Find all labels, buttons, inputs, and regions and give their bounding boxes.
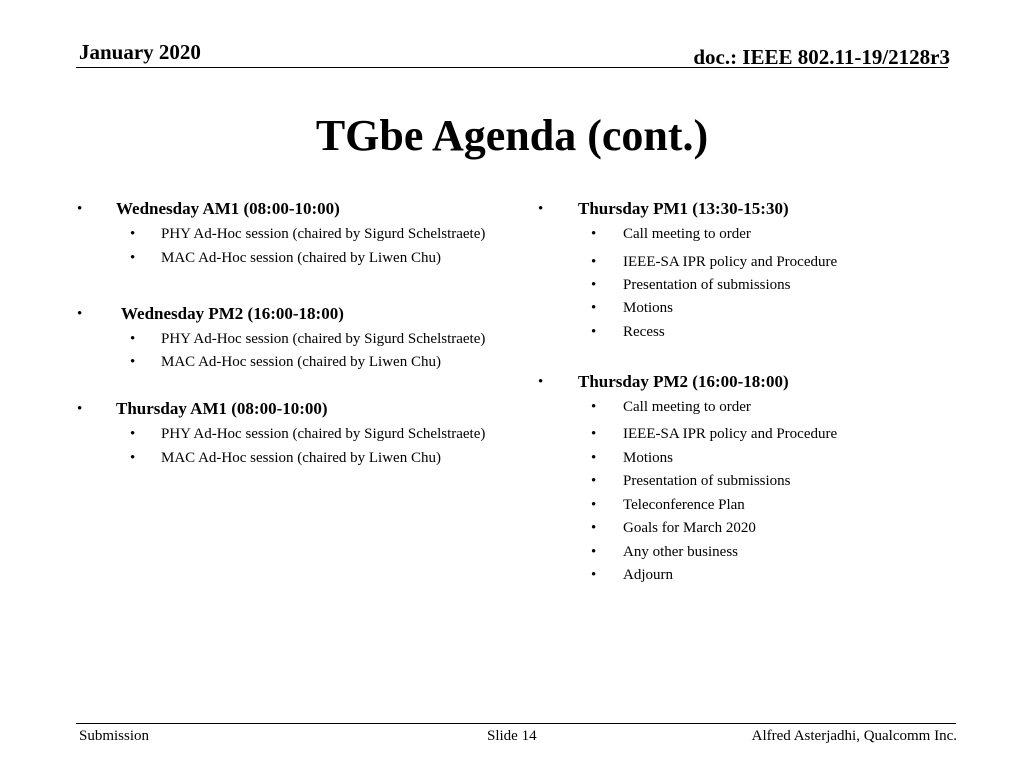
section-heading: Wednesday AM1 (08:00-10:00) — [116, 199, 340, 218]
bullet-marker: • — [591, 300, 597, 316]
bullet-marker: • — [591, 473, 597, 489]
footer-submission: Submission — [79, 728, 150, 744]
header-date: January 2020 — [79, 40, 201, 64]
list-item: Call meeting to order — [623, 399, 751, 415]
list-item: MAC Ad-Hoc session (chaired by Liwen Chu) — [161, 450, 441, 466]
bullet-marker: • — [130, 250, 136, 266]
slide-title: TGbe Agenda (cont.) — [315, 111, 709, 160]
header-doc-id: doc.: IEEE 802.11-19/2128r3 — [693, 45, 950, 69]
bullet-marker: • — [130, 426, 136, 442]
list-item: PHY Ad-Hoc session (chaired by Sigurd Schelstraete) — [161, 331, 486, 347]
bullet-marker: • — [591, 426, 597, 442]
list-item: IEEE-SA IPR policy and Procedure — [623, 254, 838, 270]
bullet-marker: • — [77, 401, 83, 417]
bullet-marker: • — [77, 306, 83, 322]
bullet-marker: • — [591, 226, 597, 242]
list-item: Teleconference Plan — [623, 497, 745, 513]
footer-author: Alfred Asterjadhi, Qualcomm Inc. — [751, 728, 957, 744]
bullet-marker: • — [591, 254, 597, 270]
footer-slide-number: Slide 14 — [487, 728, 537, 744]
bullet-marker: • — [130, 450, 136, 466]
list-item: Adjourn — [623, 567, 673, 583]
section-heading: Wednesday PM2 (16:00-18:00) — [121, 304, 344, 323]
bullet-marker: • — [130, 226, 136, 242]
list-item: Any other business — [623, 544, 738, 560]
section-heading: Thursday PM2 (16:00-18:00) — [578, 372, 789, 391]
list-item: PHY Ad-Hoc session (chaired by Sigurd Schelstraete) — [161, 426, 486, 442]
bullet-marker: • — [591, 520, 597, 536]
section-heading: Thursday PM1 (13:30-15:30) — [578, 199, 789, 218]
bullet-marker: • — [591, 450, 597, 466]
bullet-marker: • — [591, 399, 597, 415]
bullet-marker: • — [591, 497, 597, 513]
list-item: Goals for March 2020 — [623, 520, 756, 536]
bullet-marker: • — [591, 544, 597, 560]
bullet-marker: • — [130, 331, 136, 347]
bullet-marker: • — [591, 324, 597, 340]
list-item: PHY Ad-Hoc session (chaired by Sigurd Schelstraete) — [161, 226, 486, 242]
bullet-marker: • — [130, 354, 136, 370]
list-item: Motions — [623, 300, 674, 316]
bullet-marker: • — [538, 201, 544, 217]
list-item: IEEE-SA IPR policy and Procedure — [623, 426, 838, 442]
list-item: Presentation of submissions — [623, 277, 791, 293]
section-heading: Thursday AM1 (08:00-10:00) — [116, 399, 328, 418]
list-item: Presentation of submissions — [623, 473, 791, 489]
list-item: MAC Ad-Hoc session (chaired by Liwen Chu) — [161, 250, 441, 266]
list-item: Motions — [623, 450, 674, 466]
bullet-marker: • — [591, 567, 597, 583]
bullet-marker: • — [77, 201, 83, 217]
bullet-marker: • — [591, 277, 597, 293]
footer-divider — [76, 723, 956, 724]
list-item: Recess — [623, 324, 665, 340]
list-item: Call meeting to order — [623, 226, 751, 242]
bullet-marker: • — [538, 374, 544, 390]
list-item: MAC Ad-Hoc session (chaired by Liwen Chu) — [161, 354, 441, 370]
